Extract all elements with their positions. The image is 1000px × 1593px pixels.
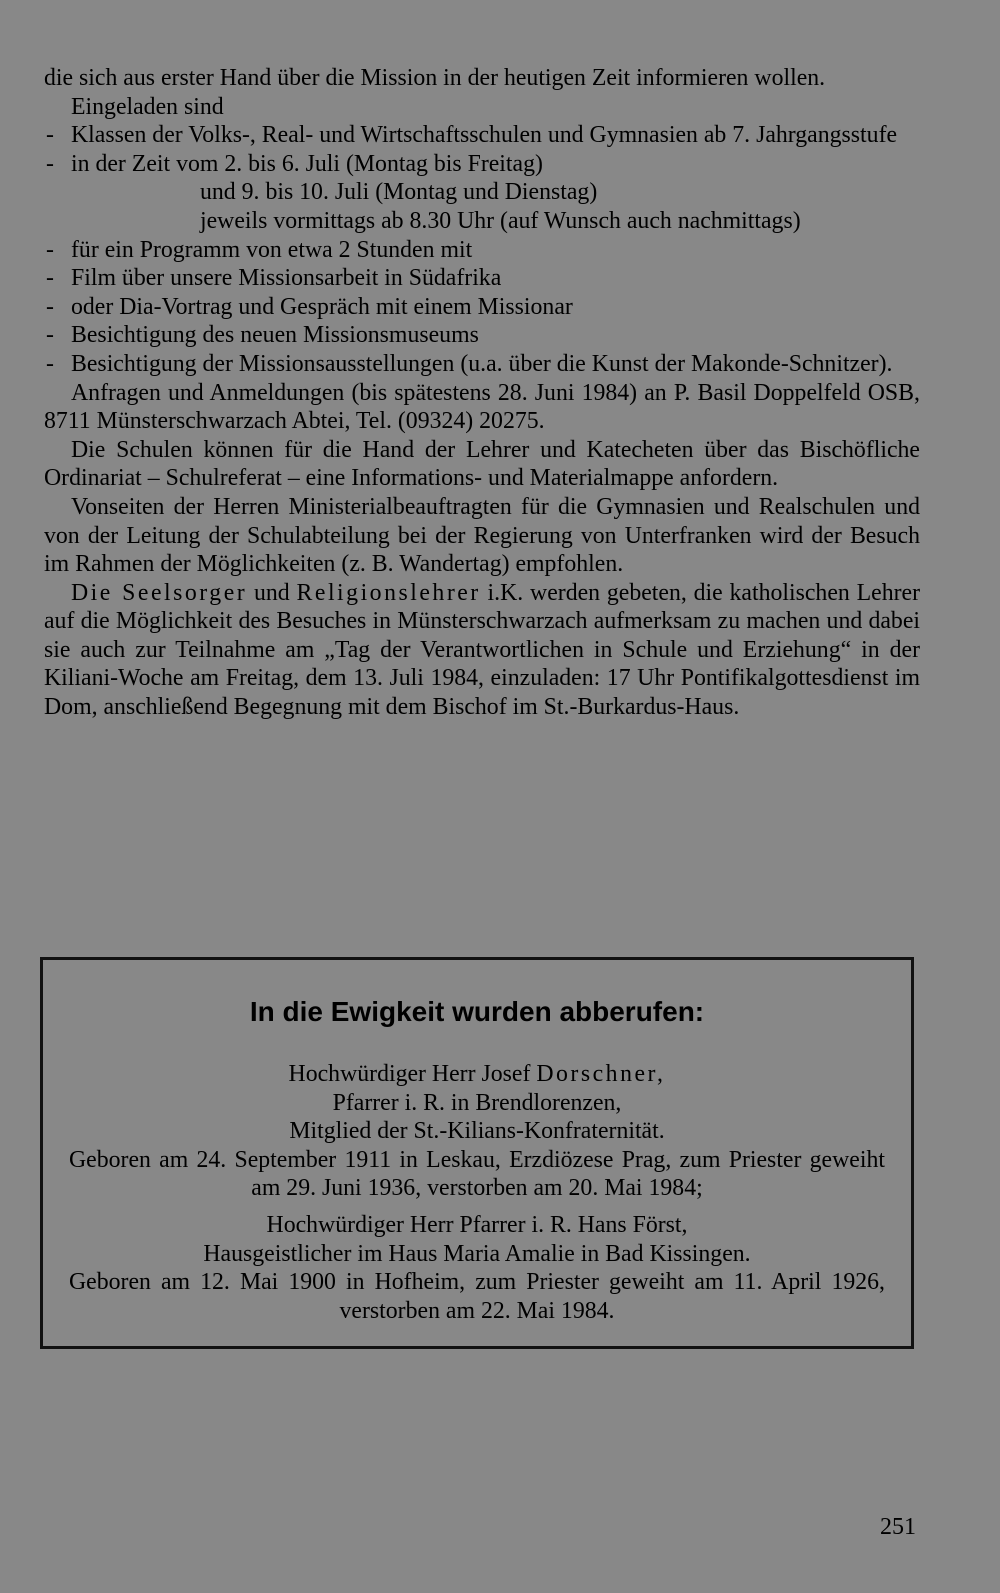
list-item <box>44 321 920 350</box>
entry1-office: Pfarrer i. R. in Brendlorenzen, <box>332 1089 622 1116</box>
dash-marker: - <box>46 122 54 149</box>
invite-label: Eingeladen sind <box>71 93 224 120</box>
list-item <box>44 264 920 293</box>
anfragen-paragraph: Anfragen und Anmeldungen (bis spätestens 28. Juni 1984) an P. Basil Doppelfeld OSB, 8711 Münsterschwarzach Abtei, Tel. (09324) 20275. <box>44 379 920 435</box>
list-item-text: Besichtigung der Missionsausstellungen (u.a. über die Kunst der Makonde-Schnitzer). <box>71 350 893 377</box>
entry1-heading <box>69 1060 885 1089</box>
obituary-body <box>69 1060 885 1325</box>
intro-paragraph: die sich aus erster Hand über die Mission in der heutigen Zeit informieren wollen. <box>44 65 826 91</box>
list-item-text: Film über unsere Missionsarbeit in Südafrika <box>71 265 502 292</box>
dates-sub-line: jeweils vormittags ab 8.30 Uhr (auf Wunsch auch nachmittags) <box>200 207 801 234</box>
dash-marker: - <box>46 293 54 320</box>
dash-marker: - <box>46 150 54 177</box>
list-item <box>44 150 920 179</box>
list-item-text: Klassen der Volks-, Real- und Wirtschaftsschulen und Gymnasien ab 7. Jahrgangsstufe <box>71 122 898 149</box>
list-item <box>44 121 920 150</box>
entry2-heading: Hochwürdiger Herr Pfarrer i. R. Hans Först, <box>266 1211 688 1238</box>
dash-marker: - <box>46 322 54 349</box>
list-item-text: oder Dia-Vortrag und Gespräch mit einem Missionar <box>71 293 573 320</box>
list-item-text: Besichtigung des neuen Missionsmuseums <box>71 322 479 349</box>
list-item-text: für ein Programm von etwa 2 Stunden mit <box>71 236 473 263</box>
entry1-details: Geboren am 24. September 1911 in Leskau, Erzdiözese Prag, zum Priester geweiht am 29. Juni 1936, verstorben am 20. Mai 1984; <box>69 1146 885 1202</box>
list-item <box>44 350 920 379</box>
dash-marker: - <box>46 236 54 263</box>
dash-marker: - <box>46 350 54 377</box>
list-item <box>44 236 920 265</box>
seelsorger-paragraph <box>44 579 920 722</box>
schulen-paragraph: Die Schulen können für die Hand der Lehrer und Katecheten über das Bischöfliche Ordinariat – Schulreferat – eine Informations- und Materialmappe anfordern. <box>44 436 920 492</box>
entry2-office: Hausgeistlicher im Haus Maria Amalie in Bad Kissingen. <box>203 1240 751 1267</box>
seelsorger-spaced-text: Die Seelsorger <box>71 579 248 606</box>
dash-marker: - <box>46 265 54 292</box>
seelsorger-and-text: und <box>254 579 290 606</box>
obituary-title: In die Ewigkeit wurden abberufen: <box>249 996 705 1027</box>
vonseiten-paragraph: Vonseiten der Herren Ministerialbeauftragten für die Gymnasien und Realschulen und von der Leitung der Schulabteilung bei der Regierung von Unterfranken wird der Besuch im Rahmen der Möglichkeiten (z. B. Wandertag) empfohlen. <box>44 493 920 578</box>
page-text <box>44 64 920 722</box>
entry-separator <box>69 1203 885 1211</box>
seelsorger-rest-text: i.K. werden gebeten, die katholischen Lehrer auf die Möglichkeit des Besuches in Münsterschwarzach aufmerksam zu machen und dabei sie auch zur Teilnahme am „Tag der Verantwortlichen in Schule und Erziehung“ in der Kiliani-Woche am Freitag, dem 13. Juli 1984, einzuladen: 17 Uhr Pontifikalgottesdienst im Dom, anschließend Begegnung mit dem Bischof im St.-Burkardus-Haus. <box>44 579 921 721</box>
entry1-prefix: Hochwürdiger Herr Josef <box>288 1061 531 1087</box>
dates-sub-line: und 9. bis 10. Juli (Montag und Dienstag) <box>200 179 598 206</box>
entry1-name: Dorschner, <box>536 1061 666 1087</box>
religionslehrer-spaced-text: Religionslehrer <box>296 579 481 606</box>
entry2-details: Geboren am 12. Mai 1900 in Hofheim, zum Priester geweiht am 11. April 1926, verstorben am 22. Mai 1984. <box>69 1269 885 1324</box>
list-item-text: in der Zeit vom 2. bis 6. Juli (Montag bis Freitag) <box>71 150 543 177</box>
page-number: 251 <box>880 1514 916 1540</box>
entry1-membership: Mitglied der St.-Kilians-Konfraternität. <box>289 1118 665 1145</box>
obituary-box <box>40 957 914 1349</box>
list-item <box>44 293 920 322</box>
